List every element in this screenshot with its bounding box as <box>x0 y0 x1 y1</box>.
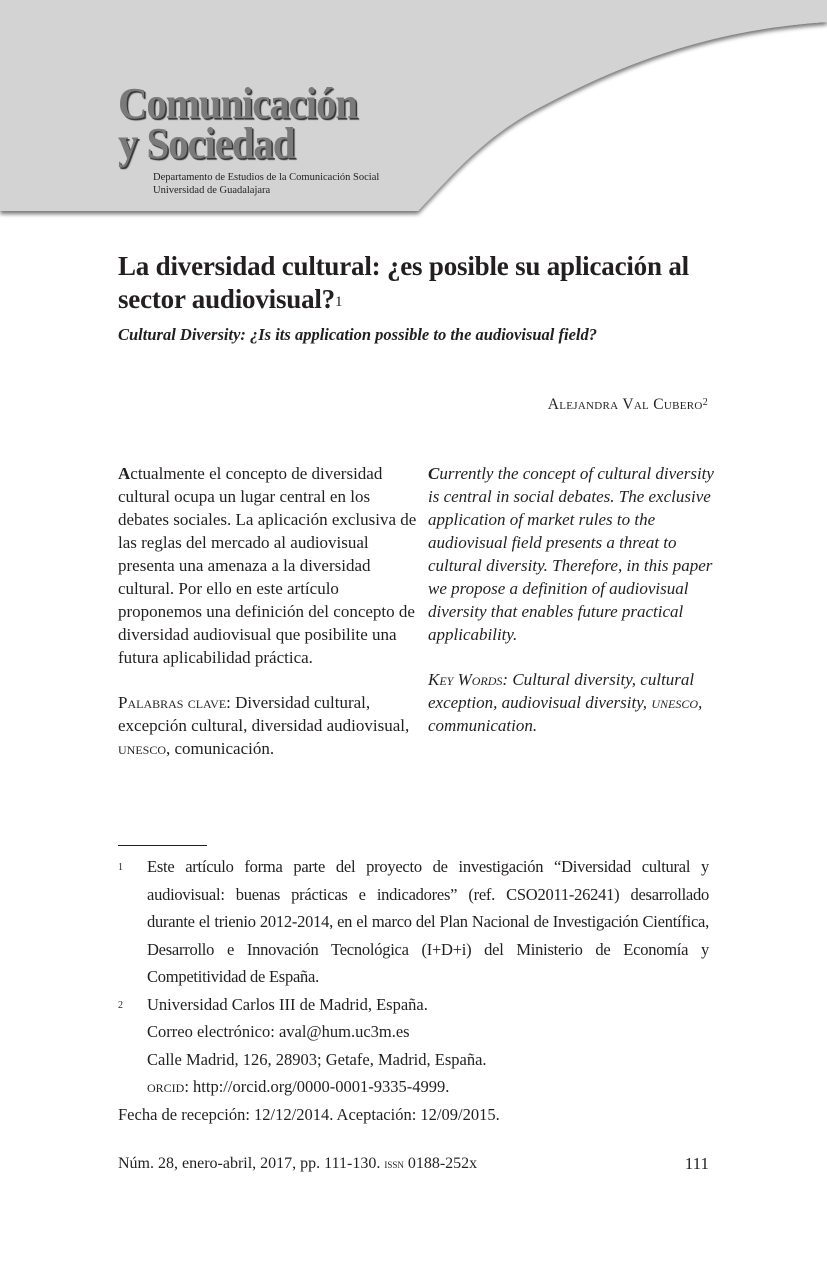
keywords-es-label: Palabras clave: <box>118 693 231 712</box>
abstract-es-body: ctualmente el concepto de diversidad cultural ocupa un lugar central en los debates sociales. La aplicación exclusiva de las reglas del mercado al audiovisual presenta una amenaza a la diversidad cultural. Por ello en este artículo proponemos una definición del concepto de diversidad audiovisual que posibilite una futura aplicabilidad práctica. <box>118 464 417 667</box>
author-name <box>548 396 708 414</box>
keywords-en-unesco: unesco <box>651 693 698 712</box>
orcid-link[interactable]: : http://orcid.org/0000-0001-9335-4999. <box>184 1077 450 1096</box>
department-name: Departamento de Estudios de la Comunicación Social <box>153 172 380 183</box>
keywords-english <box>428 668 728 737</box>
abstract-en-initial: C <box>428 464 440 483</box>
journal-logo <box>118 79 375 168</box>
keywords-en-list-2: , communication. <box>428 693 703 735</box>
page-footer <box>118 1153 709 1175</box>
abstract-es-initial: A <box>118 464 131 483</box>
abstract-en-text <box>428 462 728 646</box>
university-name: Universidad de Guadalajara <box>153 185 271 196</box>
issn-value: 0188-252x <box>403 1155 478 1172</box>
orcid-label: orcid <box>147 1077 185 1096</box>
footnote-2 <box>118 991 709 1101</box>
author-address: Calle Madrid, 126, 28903; Getafe, Madrid, España. <box>147 1049 487 1069</box>
footnotes <box>118 853 709 1128</box>
issue-citation: Núm. 28, enero-abril, 2017, pp. 111-130. <box>118 1155 385 1172</box>
author-email[interactable]: Correo electrónico: aval@hum.uc3m.es <box>147 1022 410 1041</box>
keywords-es-list-2: , comunicación. <box>166 739 275 758</box>
footnote-1-number: 1 <box>118 862 123 873</box>
abstract-es-text <box>118 462 418 669</box>
citation-info <box>118 1153 477 1175</box>
author-footnote-ref[interactable]: 2 <box>702 397 708 408</box>
footnote-1 <box>118 853 709 991</box>
abstract-en-body: urrently the concept of cultural diversity is central in social debates. The exclusive application of market rules to the audiovisual field presents a threat to cultural diversity. Therefore, in this paper we propose a definition of audiovisual diversity that enables future practical applicability. <box>428 464 714 644</box>
logo-line-1: Comunicación <box>118 79 357 128</box>
keywords-en-list-1: Cultural diversity, cultural exception, audiovisual diversity, <box>428 670 695 712</box>
article-title <box>118 250 718 321</box>
author-affiliation: Universidad Carlos III de Madrid, España. <box>147 994 428 1014</box>
journal-affiliation <box>153 171 379 197</box>
article-subtitle: Cultural Diversity: ¿Is its application possible to the audiovisual field? <box>118 325 597 344</box>
keywords-en-label: Key Words: <box>428 670 509 689</box>
keywords-es-unesco: unesco <box>118 739 167 758</box>
author-name-text: Alejandra Val Cubero <box>547 396 703 413</box>
footnote-1-text: Este artículo forma parte del proyecto de investigación “Diversidad cultural y audiovisual: buenas prácticas e indicadores” (ref. CSO2011-26241) desarrollado durante el trienio 2012-2014, en el marco del Plan Nacional de Investigación Científica, Desarrollo e Innovación Tecnológica (I+D+i) del Ministerio de Economía y Competitividad de España. <box>147 857 709 986</box>
footnote-separator <box>118 845 207 846</box>
page-number: 111 <box>684 1154 709 1173</box>
logo-line-2: y Sociedad <box>118 119 295 168</box>
footnote-2-number: 2 <box>118 999 123 1011</box>
title-footnote-ref[interactable]: 1 <box>334 294 343 310</box>
article-title-text: La diversidad cultural: ¿es posible su aplicación al sector audiovisual? <box>118 251 689 314</box>
issn-label: issn <box>384 1157 404 1171</box>
keywords-spanish <box>118 691 418 760</box>
abstract-spanish <box>118 462 418 760</box>
reception-dates: Fecha de recepción: 12/12/2014. Aceptación: 12/09/2015. <box>118 1104 500 1124</box>
author-orcid[interactable] <box>147 1073 709 1101</box>
keywords-es-list-1: Diversidad cultural, excepción cultural, diversidad audiovisual, <box>118 693 410 735</box>
abstract-english <box>428 462 728 737</box>
